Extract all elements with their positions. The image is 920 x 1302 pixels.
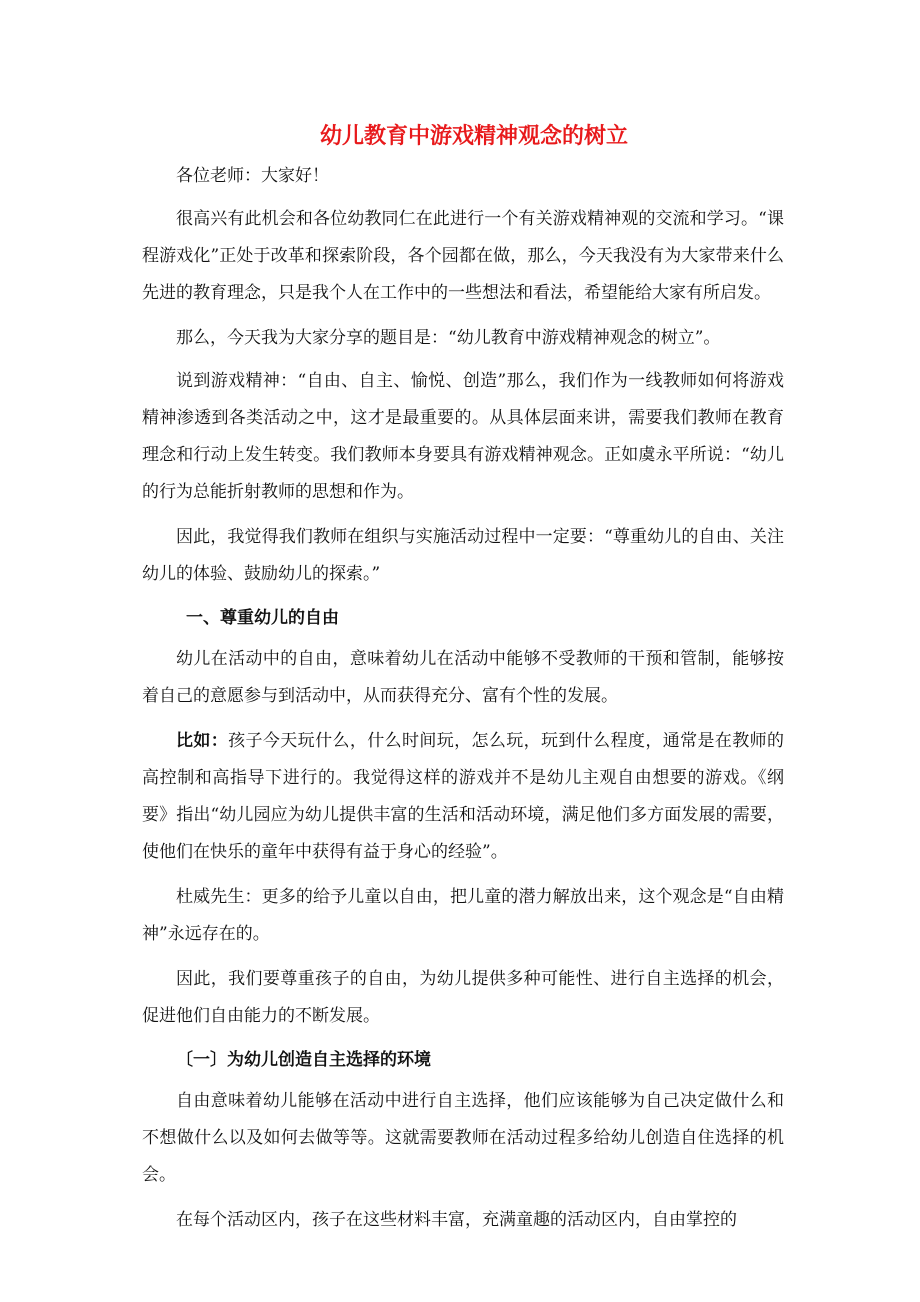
section-heading-respect-freedom: 一、尊重幼儿的自由 (186, 608, 339, 628)
subsection-heading-choice-environment: 〔一〕为幼儿创造自主选择的环境 (176, 1050, 431, 1070)
play-spirit-paragraph: 说到游戏精神：“自由、自主、愉悦、创造”那么，我们作为一线教师如何将游戏精神渗透到各类活动之中，这才是最重要的。从具体层面来讲，需要我们教师在教育理念和行动上发生转变。我们教师本身要具有游戏精神观念。正如虞永平所说：“幼儿的行为总能折射教师的思想和作为。 (142, 371, 784, 502)
freedom-paragraph: 幼儿在活动中的自由，意味着幼儿在活动中能够不受教师的干预和管制，能够按着自己的意愿参与到活动中，从而获得充分、富有个性的发展。 (142, 649, 784, 706)
intro-paragraph: 很高兴有此机会和各位幼教同仁在此进行一个有关游戏精神观的交流和学习。“课程游戏化”正处于改革和探索阶段，各个园都在做，那么，今天我没有为大家带来什么先进的教育理念，只是我个人在工作中的一些想法和看法，希望能给大家有所启发。 (142, 209, 784, 303)
choice-paragraph: 自由意味着幼儿能够在活动中进行自主选择，他们应该能够为自己决定做什么和不想做什么以及如何去做等等。这就需要教师在活动过程多给幼儿创造自住选择的机会。 (142, 1091, 784, 1185)
conclusion-paragraph: 因此，我觉得我们教师在组织与实施活动过程中一定要：“尊重幼儿的自由、关注幼儿的体验、鼓励幼儿的探索。” (142, 527, 784, 584)
topic-paragraph: 那么，今天我为大家分享的题目是：“幼儿教育中游戏精神观念的树立”。 (176, 328, 721, 348)
example-label: 比如： (176, 731, 229, 751)
example-text: 孩子今天玩什么，什么时间玩，怎么玩，玩到什么程度，通常是在教师的高控制和高指导下进行的。我觉得这样的游戏并不是幼儿主观自由想要的游戏。《纲要》指出“幼儿园应为幼儿提供丰富的生活和活动环境，满足他们多方面发展的需要，使他们在快乐的童年中获得有益于身心的经验”。 (142, 731, 785, 862)
document-title: 幼儿教育中游戏精神观念的树立 (319, 123, 628, 149)
dewey-paragraph: 杜威先生：更多的给予儿童以自由，把儿童的潜力解放出来，这个观念是“自由精神”永远存在的。 (142, 887, 784, 944)
therefore-paragraph: 因此，我们要尊重孩子的自由，为幼儿提供多种可能性、进行自主选择的机会，促进他们自由能力的不断发展。 (142, 969, 784, 1026)
activity-area-paragraph: 在每个活动区内，孩子在这些材料丰富，充满童趣的活动区内，自由掌控的 (176, 1210, 737, 1230)
document-page (142, 118, 784, 1247)
greeting-paragraph: 各位老师：大家好！ (176, 166, 329, 186)
example-paragraph (142, 723, 784, 871)
